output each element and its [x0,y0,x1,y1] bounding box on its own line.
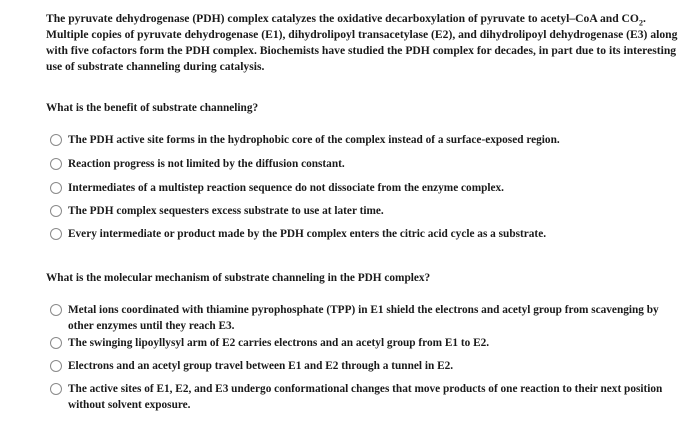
q1-option-2[interactable] [50,157,690,172]
option-label: Every intermediate or product made by the PDH complex enters the citric acid cycle as a substrate. [68,228,547,240]
radio-button[interactable] [50,134,62,146]
radio-button[interactable] [50,337,62,349]
q1-option-1[interactable] [50,133,690,148]
option-label: The PDH active site forms in the hydrophobic core of the complex instead of a surface-exposed region. [68,134,560,146]
option-label: Intermediates of a multistep reaction sequence do not dissociate from the enzyme complex. [68,182,505,194]
radio-button[interactable] [50,205,62,217]
option-label: The active sites of E1, E2, and E3 undergo conformational changes that move products of one reaction to their next position without solvent exposure. [68,383,663,411]
q2-option-3[interactable] [50,359,690,374]
option-label: The swinging lipoyllysyl arm of E2 carries electrons and an acetyl group from E1 to E2. [68,337,490,349]
radio-button[interactable] [50,360,62,372]
option-label: The PDH complex sequesters excess substrate to use at later time. [68,205,384,217]
radio-button[interactable] [50,158,62,170]
option-label: Reaction progress is not limited by the diffusion constant. [68,158,345,170]
radio-button[interactable] [50,383,62,395]
intro-text-main: The pyruvate dehydrogenase (PDH) complex catalyzes the oxidative decarboxylation of pyruvate to acetyl–CoA and CO [46,12,639,25]
question-2-prompt: What is the molecular mechanism of substrate channeling in the PDH complex? [46,272,431,284]
option-label: Electrons and an acetyl group travel between E1 and E2 through a tunnel in E2. [68,360,454,372]
q1-option-4[interactable] [50,204,690,219]
q1-option-3[interactable] [50,181,690,196]
q1-option-5[interactable] [50,227,690,242]
option-label: Metal ions coordinated with thiamine pyrophosphate (TPP) in E1 shield the electrons and acetyl group from scavenging by other enzymes until they reach E3. [68,304,659,332]
q2-option-4[interactable] [50,382,690,413]
intro-paragraph [46,11,686,75]
intro-text-rest: . Multiple copies of pyruvate dehydrogenase (E1), dihydrolipoyl transacetylase (E2), and dihydrolipoyl dehydrogenase (E3) along with five cofactors form the PDH complex. Biochemists have studied the PDH complex for decades, in part due to its interesting use of substrate channeling during catalysis. [46,12,678,73]
radio-button[interactable] [50,304,62,316]
radio-button[interactable] [50,228,62,240]
q2-option-1[interactable] [50,303,690,334]
question-1-prompt: What is the benefit of substrate channeling? [46,102,259,114]
co2-subscript: 2 [638,18,643,28]
radio-button[interactable] [50,182,62,194]
q2-option-2[interactable] [50,336,690,351]
